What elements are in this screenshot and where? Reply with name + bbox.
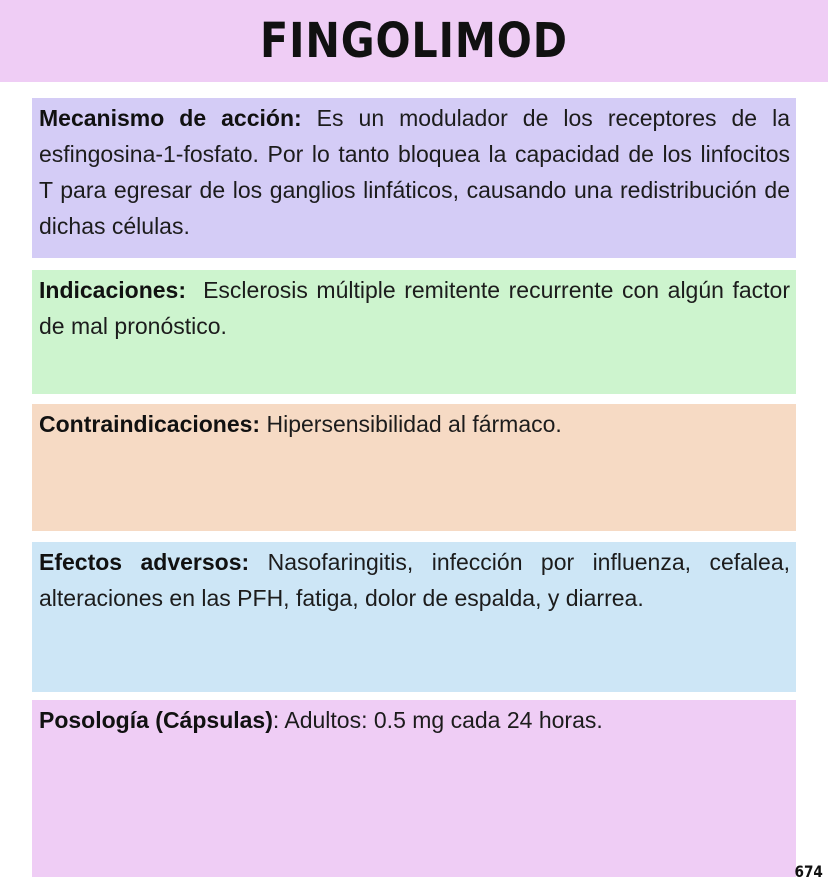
- section-label: Efectos adversos:: [39, 549, 250, 575]
- section-text: Hipersensibilidad al fármaco.: [260, 411, 562, 437]
- page-title: FINGOLIMOD: [260, 13, 568, 69]
- section-text: Esclerosis múltiple remitente recurrente con algún factor de mal pronóstico.: [39, 277, 797, 339]
- section-contraindicaciones: [32, 404, 796, 531]
- page-number: 674: [794, 862, 823, 881]
- section-label: Contraindicaciones:: [39, 411, 261, 437]
- section-efectos-adversos: [32, 542, 796, 692]
- section-text: Nasofaringitis, infección por influenza, cefalea, alteraciones en las PFH, fatiga, dolor de espalda, y diarrea.: [39, 549, 790, 611]
- section-label: Posología (Cápsulas): [39, 707, 273, 733]
- section-indicaciones: [32, 270, 796, 394]
- section-mecanismo: [32, 98, 796, 258]
- title-banner: [0, 0, 828, 82]
- section-text: Es un modulador de los receptores de la esfingosina-1-fosfato. Por lo tanto bloquea la capacidad de los linfocitos T para egresar de los ganglios linfáticos, causando una redistribución de dichas células.: [39, 105, 790, 239]
- section-label: Indicaciones:: [39, 277, 186, 303]
- section-label: Mecanismo de acción:: [39, 105, 302, 131]
- section-text: : Adultos: 0.5 mg cada 24 horas.: [272, 707, 603, 733]
- section-posologia: [32, 700, 796, 877]
